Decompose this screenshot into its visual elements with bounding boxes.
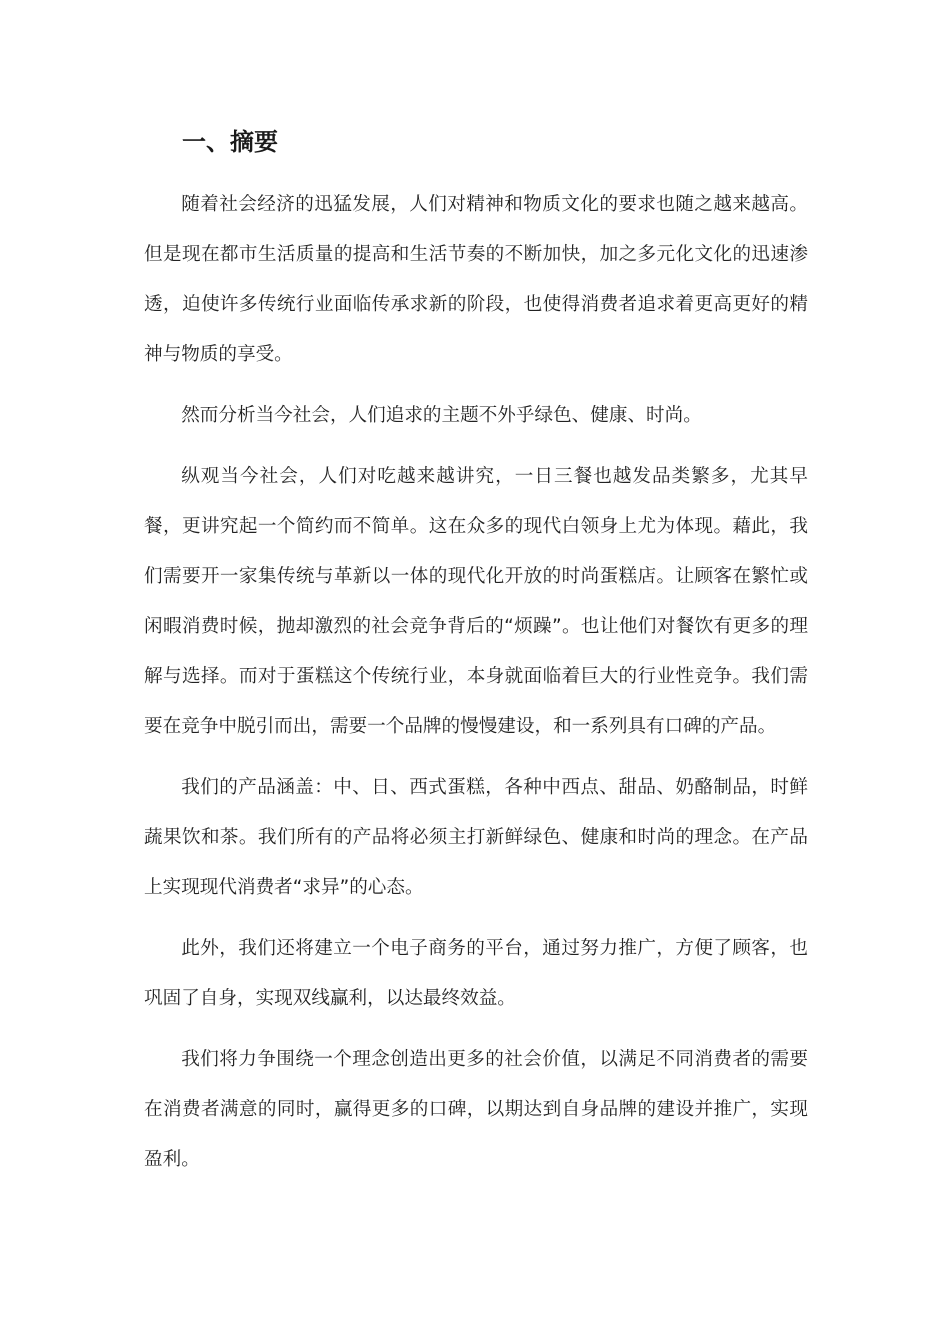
section-heading-summary: 一、摘要 bbox=[182, 128, 278, 156]
paragraph-market-analysis: 纵观当今社会，人们对吃越来越讲究，一日三餐也越发品类繁多，尤其早餐，更讲究起一个简约而不简单。这在众多的现代白领身上尤为体现。藉此，我们需要开一家集传统与革新以一体的现代化开放的时尚蛋糕店。让顾客在繁忙或闲暇消费时候，抛却激烈的社会竞争背后的“烦躁”。也让他们对餐饮有更多的理解与选择。而对于蛋糕这个传统行业，本身就面临着巨大的行业性竞争。我们需要在竞争中脱引而出，需要一个品牌的慢慢建设，和一系列具有口碑的产品。 bbox=[144, 466, 808, 737]
paragraph-ecommerce: 此外，我们还将建立一个电子商务的平台，通过努力推广，方便了顾客，也巩固了自身，实现双线赢利，以达最终效益。 bbox=[144, 938, 808, 1009]
paragraph-themes: 然而分析当今社会，人们追求的主题不外乎绿色、健康、时尚。 bbox=[181, 405, 702, 426]
paragraph-goals: 我们将力争围绕一个理念创造出更多的社会价值，以满足不同消费者的需要在消费者满意的同时，赢得更多的口碑，以期达到自身品牌的建设并推广，实现盈利。 bbox=[144, 1049, 808, 1170]
document-page bbox=[144, 118, 808, 1185]
paragraph-intro: 随着社会经济的迅猛发展，人们对精神和物质文化的要求也随之越来越高。但是现在都市生活质量的提高和生活节奏的不断加快，加之多元化文化的迅速渗透，迫使许多传统行业面临传承求新的阶段，也使得消费者追求着更高更好的精神与物质的享受。 bbox=[144, 194, 808, 365]
spacer bbox=[144, 166, 808, 180]
paragraph-products: 我们的产品涵盖：中、日、西式蛋糕，各种中西点、甜品、奶酪制品，时鲜蔬果饮和茶。我们所有的产品将必须主打新鲜绿色、健康和时尚的理念。在产品上实现现代消费者“求异”的心态。 bbox=[144, 777, 808, 898]
